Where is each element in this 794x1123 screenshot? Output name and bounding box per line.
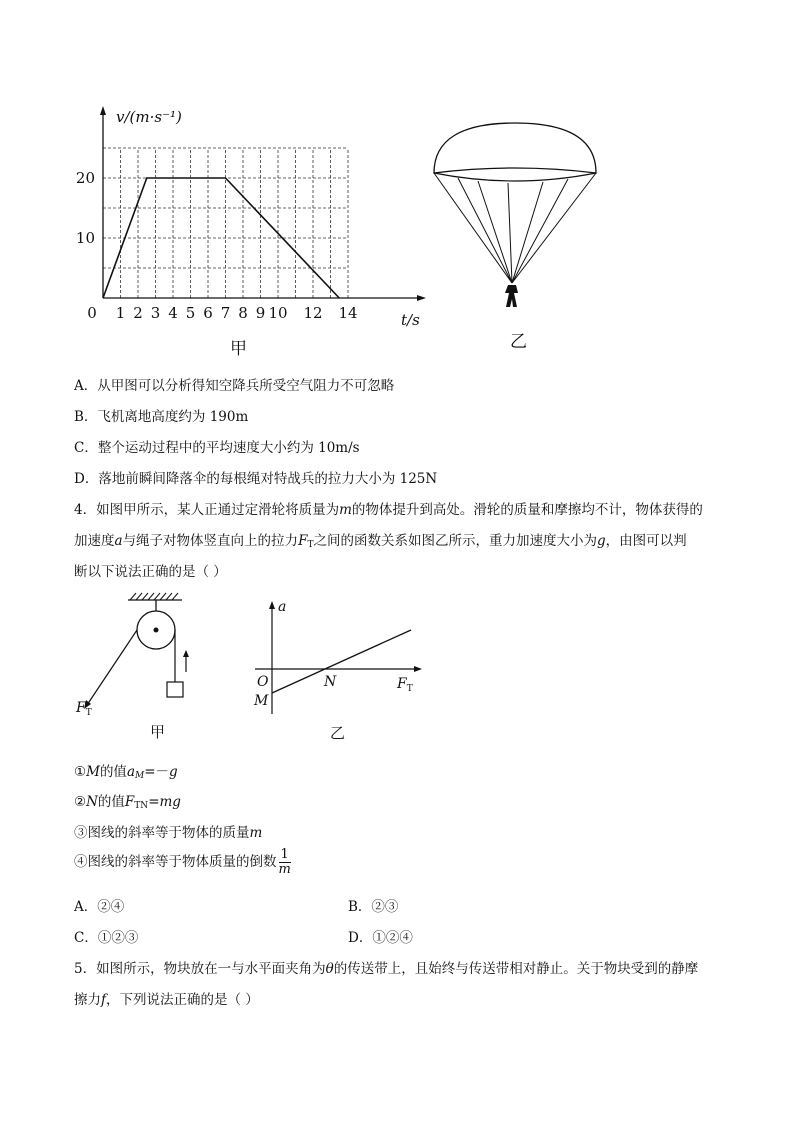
- x-tick-label: 1: [115, 304, 126, 322]
- q4-statement-2: ②N的值$F_{TN}=mg$: [74, 794, 181, 811]
- ceiling-hatch: [130, 593, 178, 600]
- a-axis-arrow: [269, 601, 275, 609]
- pulley-axle: [154, 628, 159, 633]
- parachute-figure: [428, 115, 603, 355]
- x-tick-label: 6: [203, 304, 213, 322]
- rope-left: [87, 630, 137, 705]
- x-tick-label: 9: [255, 304, 266, 322]
- fraction-one-over-m: $\frac{1}{m}$: [278, 847, 291, 877]
- q4-stem-line2: 加速度a与绳子对物体竖直向上的拉力$F_T$之间的函数关系如图乙所示，重力加速度大小为g，由图可以判: [74, 533, 687, 550]
- origin-label: O: [257, 674, 269, 690]
- q4-option-d: D．①②④: [348, 930, 413, 946]
- figure-caption-jia: 甲: [230, 339, 247, 359]
- vt-axes: [100, 106, 426, 301]
- point-m-label: M: [254, 693, 269, 709]
- soldier-figure: [505, 285, 518, 307]
- x-tick-label: 8: [238, 304, 248, 322]
- f-axis-label: $F_T$: [397, 676, 413, 694]
- x-tick-label: 14: [338, 304, 358, 322]
- x-tick-label: 5: [185, 304, 196, 322]
- x-tick-label: 2: [133, 304, 143, 322]
- y-tick-label: 10: [75, 229, 95, 247]
- parachute-canopy: [434, 123, 596, 173]
- a-axis-label: a: [278, 599, 287, 615]
- q5-stem-line2: 擦力f，下列说法正确的是（ ）: [74, 992, 259, 1008]
- x-tick-label: 10: [268, 304, 288, 322]
- q3-option-c: C．整个运动过程中的平均速度大小约为 10m/s: [74, 440, 360, 456]
- force-label: $F_T$: [76, 700, 92, 718]
- motion-arrow-head: [183, 650, 189, 657]
- q4-option-a: A．②④: [74, 899, 125, 915]
- x-axis-label: t/s: [401, 311, 420, 329]
- figure-caption-jia-2: 甲: [150, 723, 166, 741]
- a-f-line: [272, 630, 411, 693]
- y-tick-label: 20: [75, 169, 95, 187]
- f-axis-arrow: [414, 666, 422, 672]
- vt-graph: [75, 98, 438, 363]
- q4-statement-1: ①M的值$a_M=-g$: [74, 764, 178, 781]
- q3-option-b: B．飞机离地高度约为 190m: [74, 409, 249, 425]
- x-tick-label: 3: [150, 304, 161, 322]
- hanging-block: [167, 682, 183, 697]
- figure-caption-yi: 乙: [510, 332, 527, 352]
- q4-statement-4: ④图线的斜率等于物体质量的倒数 $\frac{1}{m}$: [74, 847, 291, 877]
- x-tick-labels: [87, 304, 357, 322]
- q3-option-a: A．从甲图可以分析得知空降兵所受空气阻力不可忽略: [74, 378, 395, 394]
- x-tick-label: 0: [87, 304, 97, 322]
- pulley-figure: [70, 592, 210, 747]
- x-tick-label: 7: [220, 304, 231, 322]
- q3-option-d: D．落地前瞬间降落伞的每根绳对特战兵的拉力大小为 125N: [74, 471, 438, 487]
- y-axis-arrow: [100, 106, 106, 115]
- vt-grid: [103, 148, 348, 298]
- q4-option-c: C．①②③: [74, 930, 139, 946]
- q5-stem-line1: 5．如图所示，物块放在一与水平面夹角为θ的传送带上，且始终与传送带相对静止。关于物块受到的静摩: [74, 961, 699, 977]
- q4-stem-line1: 4．如图甲所示，某人正通过定滑轮将质量为m的物体提升到高处。滑轮的质量和摩擦均不计，物体获得的: [74, 502, 703, 518]
- x-tick-label: 4: [168, 304, 178, 322]
- x-tick-label: 12: [303, 304, 323, 322]
- q4-statement-3: ③图线的斜率等于物体的质量m: [74, 825, 263, 841]
- y-axis-label: v/(m·s⁻¹): [116, 108, 182, 126]
- a-f-graph: [245, 596, 430, 746]
- x-axis-arrow: [417, 295, 426, 301]
- canopy-lower-edge: [434, 173, 596, 181]
- suspension-lines: [434, 173, 596, 283]
- q4-stem-line3: 断以下说法正确的是（ ）: [74, 564, 227, 580]
- figure-caption-yi-2: 乙: [330, 724, 346, 742]
- point-n-label: N: [324, 674, 337, 690]
- q4-option-b: B．②③: [348, 899, 399, 915]
- y-tick-labels: [76, 169, 95, 247]
